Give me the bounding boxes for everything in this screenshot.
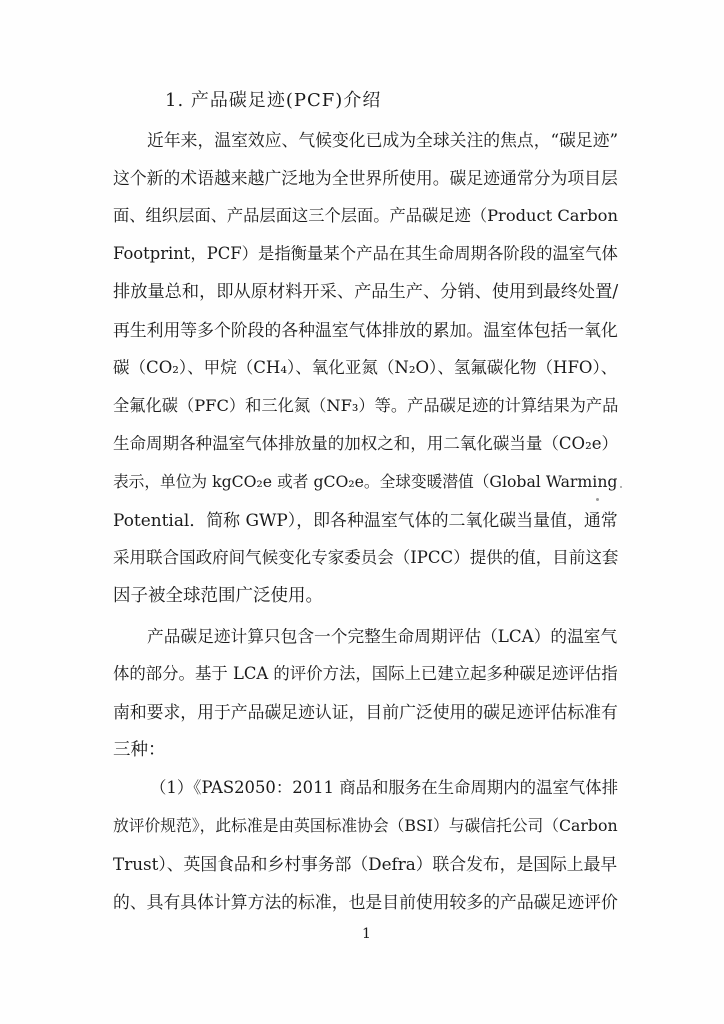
paragraph-line: 排放量总和，即从原材料开采、产品生产、分销、使用到最终处置/ <box>113 282 619 302</box>
paragraph-line: 这个新的术语越来越广泛地为全世界所使用。碳足迹通常分为项目层 <box>113 168 618 188</box>
paragraph-line: 采用联合国政府间气候变化专家委员会（IPCC）提供的值，目前这套 <box>113 548 619 567</box>
paragraph-line: （1）《PAS2050：2011 商品和服务在生命周期内的温室气体排 <box>150 778 619 797</box>
paragraph-line: 全氟化碳（PFC）和三化氮（NF₃）等。产品碳足迹的计算结果为产品 <box>113 396 619 415</box>
paragraph-line: 南和要求，用于产品碳足迹认证，目前广泛使用的碳足迹评估标准有 <box>113 702 618 722</box>
paragraph-line: 因子被全球范围广泛使用。 <box>113 586 323 606</box>
scan-speck <box>620 486 622 488</box>
scan-speck <box>596 498 599 501</box>
paragraph-line: 三种： <box>113 740 166 760</box>
paragraph-line: 再生利用等多个阶段的各种温室气体排放的累加。温室体包括一氧化 <box>113 320 618 340</box>
section-heading: 1. 产品碳足迹(PCF)介绍 <box>165 90 382 111</box>
paragraph-line: 体的部分。基于 LCA 的评价方法，国际上已建立起多种碳足迹评估指 <box>113 664 618 683</box>
paragraph-line: Trust）、英国食品和乡村事务部（Defra）联合发布，是国际上最早 <box>113 854 618 874</box>
paragraph-line: Potential．简称 GWP），即各种温室气体的二氧化碳当量值，通常 <box>113 510 618 530</box>
paragraph-line: 近年来，温室效应、气候变化已成为全球关注的焦点，“碳足迹” <box>147 130 619 150</box>
paragraph-line: 面、组织层面、产品层面这三个层面。产品碳足迹（Product Carbon <box>113 206 618 225</box>
paragraph-line: 表示，单位为 kgCO₂e 或者 gCO₂e。全球变暖潜值（Global Warming <box>113 472 618 491</box>
paragraph-line: 的、具有具体计算方法的标准，也是目前使用较多的产品碳足迹评价 <box>113 892 618 912</box>
paragraph-line: Footprint，PCF）是指衡量某个产品在其生命周期各阶段的温室气体 <box>113 244 618 263</box>
paragraph-line: 放评价规范》，此标准是由英国标准协会（BSI）与碳信托公司（Carbon <box>113 816 618 835</box>
paragraph-line: 生命周期各种温室气体排放量的加权之和，用二氧化碳当量（CO₂e） <box>113 434 619 453</box>
paragraph-line: 产品碳足迹计算只包含一个完整生命周期评估（LCA）的温室气 <box>147 626 618 646</box>
page-number: 1 <box>362 926 371 942</box>
paragraph-line: 碳（CO₂）、甲烷（CH₄）、氧化亚氮（N₂O）、氢氟碳化物（HFO）、 <box>113 358 618 377</box>
